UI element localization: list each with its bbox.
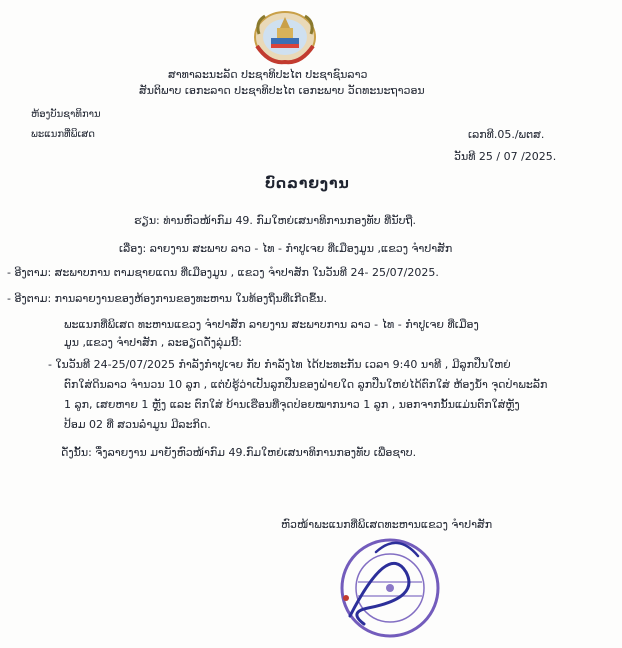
addressee: ຮຽນ: ທ່ານຫົວໜ້າກົມ 49. ກົມໃຫຍ່ເສນາທິການກອງທັບ ທີ່ນັບຖື. [134,214,417,227]
paragraph-2-line-3: 1 ລູກ, ເສຍຫາຍ 1 ຫຼັງ ແລະ ຕົກໃສ່ ບ້ານເຮືອນທີ່ຈຸດປ່ອຍໝາກນາວ 1 ລູກ , ນອກຈາກນັ້ນແມ່ນຕົກໃສ່ຫຼັງ [64,398,520,411]
header-line-1: ສາທາລະນະລັດ ປະຊາທິປະໄຕ ປະຊາຊົນລາວ [168,68,368,81]
paragraph-2-line-2: ຕົກໃສ່ດິນລາວ ຈຳນວນ 10 ລູກ , ແຕ່ບໍ່ຮູ້ວ່າເປັນລູກປືນຂອງຝ່າຍໃດ ລູກປືນໃຫຍ່ໄດ້ຕົກໃສ່ ຫ້ອງນ້ຳ ຈຸດປ່າພະລັກ [64,378,548,391]
official-stamp-icon [328,512,448,642]
subject: ເລື່ອງ: ລາຍງານ ສະພາບ ລາວ - ໄທ - ກຳປູເຈຍ ທີ່ເມືອງມູນ ,ແຂວງ ຈຳປາສັກ [119,242,453,255]
paragraph-2-line-4: ປ້ອມ 02 ທີ່ ສວນລຳມູນ ມີລະກິດ. [64,418,211,431]
paragraph-2-line-1: - ໃນວັນທີ 24-25/07/2025 ກຳລັງກຳປູເຈຍ ກັບ ກຳລັງໄທ ໄດ້ປະທະກັນ ເວລາ 9:40 ນາທີ , ມີລູກປືນໃຫຍ່ [48,358,511,371]
document-title: ບົດລາຍງານ [265,176,350,192]
reference-number: ເລກທີ.05./ພຕສ. [468,128,545,141]
signatory-title: ຫົວໜ້າພະແນກທີ່ພິເສດທະຫານແຂວງ ຈຳປາສັກ [281,518,493,531]
reference-2: - ອີງຕາມ: ການລາຍງານຂອງຫ້ອງການຂອງທະຫານ ໃນທ້ອງຖິ່ນທີ່ເກີດຂຶ້ນ. [7,292,327,305]
lao-emblem-icon [249,6,321,66]
closing-line: ດັ່ງນັ້ນ: ຈຶ່ງລາຍງານ ມາຍັງຫົວໜ້າກົມ 49.ກົມໃຫຍ່ເສນາທິການກອງທັບ ເພື່ອຊາບ. [61,446,417,459]
reference-1: - ອີງຕາມ: ສະພາບການ ຕາມຊາຍແດນ ທີ່ເມືອງມູນ , ແຂວງ ຈຳປາສັກ ໃນວັນທີ 24- 25/07/2025. [7,266,439,279]
document-date: ວັນທີ 25 / 07 /2025. [454,150,557,163]
paragraph-1-line-1: ພະແນກທີ່ພິເສດ ທະຫານແຂວງ ຈຳປາສັກ ລາຍງານ ສະພາບການ ລາວ - ໄທ - ກຳປູເຈຍ ທີ່ເມືອງ [64,318,479,331]
department-name: ພະແນກທີ່ພິເສດ [31,129,95,140]
paragraph-1-line-2: ມູນ ,ແຂວງ ຈຳປາສັກ , ລະອຽດດັ່ງລຸ່ມນີ້: [64,336,242,349]
office-name: ຫ້ອງບັນຊາທິການ [31,109,101,120]
header-line-2: ສັນຕິພາບ ເອກະລາດ ປະຊາທິປະໄຕ ເອກະພາບ ວັດທະນະຖາວອນ [139,84,425,97]
